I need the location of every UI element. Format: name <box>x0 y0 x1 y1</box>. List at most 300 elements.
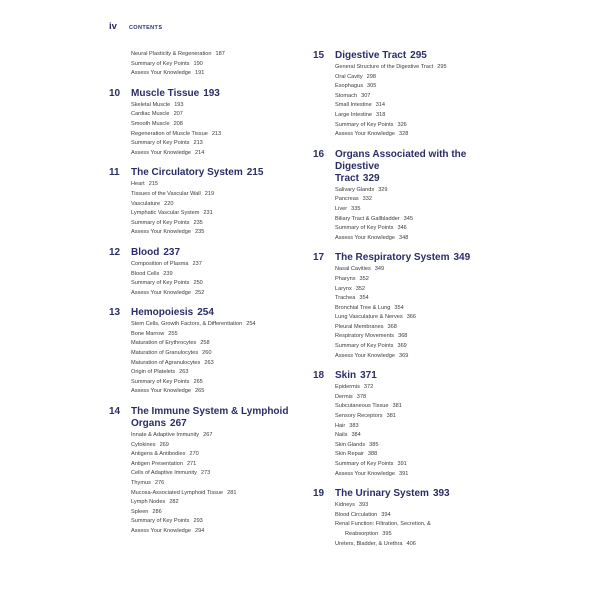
chapter-number: 18 <box>313 370 325 382</box>
toc-entry[interactable] <box>335 265 493 275</box>
toc-entry-title: Assess Your Knowledge <box>131 70 192 77</box>
toc-entry-title: Nasal Cavities <box>335 266 371 273</box>
toc-entry-page: 239 <box>163 270 173 277</box>
toc-entry-page: 368 <box>387 323 397 330</box>
toc-entry-page: 293 <box>193 518 203 525</box>
toc-entry[interactable] <box>131 50 289 60</box>
toc-entry-page: 267 <box>203 432 213 439</box>
toc-entry-title: Lymph Nodes <box>131 499 166 506</box>
toc-entry-page: 193 <box>174 101 184 108</box>
toc-entry-title: Pharynx <box>335 275 356 282</box>
toc-entry-page: 391 <box>397 461 407 467</box>
toc-entry-title: Cells of Adaptive Immunity <box>131 470 197 477</box>
chapter-entries <box>335 186 493 244</box>
toc-entry[interactable] <box>335 294 493 304</box>
chapter-number: 13 <box>109 307 121 319</box>
toc-entry-page: 326 <box>397 121 407 128</box>
chapter-page: 193 <box>203 87 220 99</box>
toc-entry[interactable] <box>335 431 493 441</box>
chapter-title-text: The Respiratory System <box>335 252 450 264</box>
toc-entry[interactable] <box>335 422 493 432</box>
toc-entry-title: Summary of Key Points <box>335 343 394 350</box>
toc-entry-title: Oral Cavity <box>335 73 363 80</box>
chapter-block <box>109 88 289 159</box>
toc-entry[interactable] <box>335 92 493 102</box>
toc-entry-title: Assess Your Knowledge <box>131 289 192 296</box>
toc-entry-page: 231 <box>203 210 213 217</box>
toc-entry[interactable] <box>335 402 493 412</box>
toc-entry-page: 250 <box>193 280 203 287</box>
toc-entry-page: 369 <box>397 343 407 350</box>
toc-entry-title: Smooth Muscle <box>131 120 170 127</box>
chapter-title <box>131 167 263 179</box>
toc-entry-page: 328 <box>399 131 409 138</box>
toc-entry-page: 255 <box>168 330 178 337</box>
chapter-title <box>131 247 180 259</box>
toc-entry-title: Epidermis <box>335 384 360 391</box>
toc-entry-page: 329 <box>378 186 388 193</box>
toc-entry-title: Origin of Platelets <box>131 369 176 376</box>
toc-entry-title: Lymphatic Vascular System <box>131 210 200 217</box>
chapter-block <box>109 247 289 298</box>
chapter-page: 237 <box>163 246 181 258</box>
toc-entry-page: 378 <box>356 393 367 400</box>
toc-entry[interactable] <box>131 139 289 149</box>
toc-entry-title: Assess Your Knowledge <box>335 131 396 138</box>
toc-entry-page: 187 <box>215 51 225 57</box>
toc-entry-page: 393 <box>358 502 369 509</box>
toc-entry[interactable] <box>335 313 493 323</box>
chapter-title-text: Muscle Tissue <box>131 87 200 99</box>
toc-entry-title: Reabsorption <box>345 530 379 537</box>
toc-entry[interactable] <box>335 412 493 422</box>
chapter-title-text: The Circulatory System <box>131 167 243 179</box>
chapter-title-line: Tract <box>335 172 359 184</box>
toc-entry[interactable] <box>131 101 289 111</box>
page-header <box>109 21 162 32</box>
toc-entry[interactable] <box>131 120 289 130</box>
toc-entry-page: 349 <box>374 266 385 273</box>
toc-entry[interactable] <box>131 270 289 280</box>
toc-entry-title: Small Intestine <box>335 102 372 109</box>
toc-entry-title: Maturation of Granulocytes <box>131 350 199 357</box>
toc-entry[interactable] <box>131 527 289 537</box>
toc-entry[interactable] <box>335 82 493 92</box>
toc-entry[interactable] <box>335 460 493 470</box>
toc-entry-title: Pancreas <box>335 196 359 203</box>
toc-entry-title: Assess Your Knowledge <box>131 527 192 534</box>
toc-entry-page: 269 <box>159 441 169 448</box>
toc-entry[interactable] <box>131 330 289 340</box>
toc-entry-page: 281 <box>227 489 237 496</box>
toc-entry-title: Skin Glands <box>335 441 366 448</box>
chapter-title <box>335 50 427 62</box>
chapter-title-line: The Immune System & Lymphoid <box>131 406 289 418</box>
chapter-number: 17 <box>313 252 325 264</box>
toc-entry[interactable] <box>131 180 289 190</box>
toc-entry-page: 354 <box>359 295 369 302</box>
toc-entry-title: Summary of Key Points <box>131 219 190 226</box>
toc-entry-title: Subcutaneous Tissue <box>335 403 389 410</box>
toc-entry-title: Maturation of Agranulocytes <box>131 359 201 366</box>
toc-right-column <box>313 50 493 558</box>
toc-entry-page: 260 <box>202 350 212 357</box>
chapter-block <box>109 406 289 537</box>
toc-entry-title: Summary of Key Points <box>335 461 394 467</box>
chapter-page: 254 <box>197 307 214 319</box>
chapter-block <box>109 307 289 397</box>
toc-entry-title: Summary of Key Points <box>131 60 190 67</box>
chapter-entries <box>335 63 493 140</box>
chapter-heading[interactable] <box>109 88 289 100</box>
toc-entry-title: Assess Your Knowledge <box>335 234 396 241</box>
toc-entry-page: 214 <box>195 149 205 156</box>
toc-entry-title: Liver <box>335 205 348 212</box>
chapter-title <box>131 88 220 100</box>
toc-entry-page: 388 <box>367 451 378 458</box>
toc-entry-title: Nails <box>335 432 348 439</box>
toc-entry-page: 348 <box>399 234 409 241</box>
chapter-block <box>313 252 493 361</box>
toc-entry[interactable] <box>335 186 493 196</box>
toc-entry[interactable] <box>131 498 289 508</box>
chapter-title <box>335 149 493 185</box>
chapter-title-text: Skin <box>335 370 357 382</box>
chapter-title <box>131 406 288 430</box>
toc-entry[interactable] <box>131 289 289 299</box>
toc-entry[interactable] <box>131 450 289 460</box>
chapter-entries <box>335 265 493 361</box>
toc-entry[interactable] <box>131 359 289 369</box>
chapter-heading[interactable] <box>313 370 493 382</box>
toc-entry-title: Esophagus <box>335 83 363 90</box>
toc-entry[interactable] <box>335 63 493 73</box>
chapter-heading[interactable] <box>109 406 289 430</box>
toc-entry-page: 213 <box>193 140 203 147</box>
toc-entry-page: 381 <box>392 403 402 410</box>
chapter-number: 11 <box>109 167 120 179</box>
toc-entry[interactable] <box>335 383 493 393</box>
toc-entry-page: 384 <box>351 432 361 439</box>
toc-entry-title: Cytokines <box>131 441 156 448</box>
toc-entry-page: 385 <box>369 441 379 448</box>
toc-entry[interactable] <box>131 489 289 499</box>
toc-entry-title: Ureters, Bladder, & Urethra <box>335 540 403 547</box>
toc-entry-title: Heart <box>131 181 145 188</box>
toc-entry[interactable] <box>335 205 493 215</box>
toc-entry[interactable] <box>335 215 493 225</box>
toc-entry[interactable] <box>131 339 289 349</box>
toc-entry-title: Mucosa-Associated Lymphoid Tissue <box>131 489 224 496</box>
chapter-heading[interactable] <box>313 50 493 62</box>
toc-entry-title: Summary of Key Points <box>335 121 394 128</box>
toc-entry[interactable] <box>131 517 289 527</box>
chapter-entries <box>131 101 289 159</box>
toc-entry-page: 191 <box>195 70 205 77</box>
toc-entry-page: 276 <box>154 480 165 486</box>
toc-entry-page: 314 <box>375 102 386 109</box>
toc-entry-page: 263 <box>204 359 214 366</box>
toc-entry[interactable] <box>335 540 493 550</box>
toc-entry-page: 395 <box>382 530 392 537</box>
toc-entry[interactable] <box>335 275 493 285</box>
chapter-title-text: Blood <box>131 246 160 258</box>
chapter-block <box>313 50 493 140</box>
toc-left-column <box>109 50 289 546</box>
toc-entry[interactable] <box>131 431 289 441</box>
chapter-number: 15 <box>313 50 325 61</box>
toc-entry-page: 270 <box>189 451 199 458</box>
toc-entry[interactable] <box>335 323 493 333</box>
toc-entry-page: 213 <box>211 130 222 137</box>
toc-entry-title: Blood Cells <box>131 270 160 277</box>
toc-entry-title: Summary of Key Points <box>131 378 190 385</box>
toc-entry-page: 271 <box>186 460 197 467</box>
toc-entry-title: Antigen Presentation <box>131 460 183 467</box>
toc-entry[interactable] <box>131 130 289 140</box>
toc-entry-page: 190 <box>193 60 203 67</box>
toc-entry-page: 273 <box>200 470 211 477</box>
chapter-title <box>335 370 377 382</box>
chapter-title-text: Digestive Tract <box>335 50 407 61</box>
toc-entry[interactable] <box>131 200 289 210</box>
chapter-page: 393 <box>432 488 450 500</box>
toc-entry[interactable] <box>131 441 289 451</box>
chapter-block <box>313 370 493 479</box>
toc-entry-page: 235 <box>193 219 203 226</box>
chapter-number: 12 <box>109 246 121 258</box>
toc-entry-page: 366 <box>406 314 417 321</box>
toc-entry[interactable] <box>335 111 493 121</box>
chapter-entries <box>131 431 289 537</box>
toc-entry-title: Neural Plasticity & Regeneration <box>131 51 212 57</box>
chapter-entries <box>131 260 289 298</box>
toc-entry-title: Tissues of the Vascular Wall <box>131 190 201 197</box>
toc-entry-page: 354 <box>394 304 404 311</box>
toc-entry-page: 207 <box>173 111 183 118</box>
toc-entry-page: 394 <box>381 511 391 518</box>
toc-entry[interactable] <box>335 304 493 314</box>
toc-entry[interactable] <box>335 501 493 511</box>
toc-entry[interactable] <box>335 195 493 205</box>
chapter-heading[interactable] <box>109 167 289 179</box>
toc-entry-title: Summary of Key Points <box>335 225 394 232</box>
toc-entry[interactable] <box>131 460 289 470</box>
toc-entry-title: Composition of Plasma <box>131 260 189 267</box>
toc-entry-page: 335 <box>351 205 361 212</box>
toc-entry[interactable] <box>335 342 493 352</box>
page-number: iv <box>109 21 117 32</box>
toc-entry-title: Assess Your Knowledge <box>131 229 192 236</box>
toc-entry-page: 237 <box>192 260 202 267</box>
chapter-title-line: Organs <box>131 418 167 430</box>
toc-entry-title: Skin Repair <box>335 451 364 458</box>
toc-entry-page: 298 <box>366 73 377 80</box>
toc-entry-title: Summary of Key Points <box>131 518 190 525</box>
toc-entry-page: 368 <box>398 333 408 340</box>
toc-entry-title: Bronchial Tree & Lung <box>335 304 391 311</box>
toc-entry-title: Biliary Tract & Gallbladder <box>335 215 400 222</box>
chapter-block <box>313 488 493 549</box>
chapter-entries <box>131 320 289 397</box>
chapter-heading[interactable] <box>313 252 493 264</box>
toc-entry[interactable] <box>131 60 289 70</box>
toc-entry[interactable] <box>131 479 289 489</box>
toc-entry-title: Assess Your Knowledge <box>335 470 396 477</box>
toc-entry[interactable] <box>131 349 289 359</box>
chapter-entries <box>335 383 493 479</box>
toc-entry-title: Respiratory Movements <box>335 333 395 340</box>
toc-entry-title: Renal Function: Filtration, Secretion, & <box>335 521 431 528</box>
toc-entry-title: Spleen <box>131 508 149 515</box>
toc-entry[interactable] <box>131 149 289 159</box>
toc-entry-title: Maturation of Erythrocytes <box>131 340 197 347</box>
toc-entry-title: Cardiac Muscle <box>131 111 170 118</box>
toc-entry-title: Salivary Glands <box>335 186 375 193</box>
toc-entry-title: Hair <box>335 422 346 429</box>
chapter-block <box>109 167 289 238</box>
toc-entry-page: 318 <box>376 111 386 118</box>
chapter-page: 349 <box>453 252 471 264</box>
toc-entry[interactable] <box>131 209 289 219</box>
chapter-number: 19 <box>313 488 325 500</box>
toc-entry-title: General Structure of the Digestive Tract <box>335 64 434 70</box>
toc-entry-page: 383 <box>349 422 359 429</box>
chapter-heading[interactable] <box>313 149 493 185</box>
toc-entry[interactable] <box>131 260 289 270</box>
toc-entry-page: 215 <box>148 181 159 188</box>
toc-entry-title: Large Intestine <box>335 111 373 118</box>
toc-entry[interactable] <box>335 393 493 403</box>
chapter-page: 267 <box>170 418 187 430</box>
toc-entry-page: 219 <box>204 190 215 197</box>
toc-entry[interactable] <box>335 101 493 111</box>
chapter-number: 10 <box>109 87 121 99</box>
toc-entry[interactable] <box>335 511 493 521</box>
toc-entry[interactable] <box>335 285 493 295</box>
chapter-title <box>335 488 450 500</box>
toc-entry-title: Thymus <box>131 480 151 486</box>
toc-entry[interactable] <box>335 224 493 234</box>
chapter-title <box>131 307 214 319</box>
toc-entry-title: Summary of Key Points <box>131 140 190 147</box>
running-head: CONTENTS <box>128 25 163 31</box>
toc-entry-title: Assess Your Knowledge <box>131 388 192 395</box>
toc-entry-title: Assess Your Knowledge <box>131 149 192 156</box>
right-chapters <box>313 50 493 549</box>
left-chapters <box>109 88 289 537</box>
toc-entry-title: Skeletal Muscle <box>131 101 171 108</box>
toc-entry[interactable] <box>131 190 289 200</box>
toc-entry[interactable] <box>131 378 289 388</box>
toc-entry[interactable] <box>335 441 493 451</box>
toc-entry-title: Lung Vasculature & Nerves <box>335 314 403 321</box>
toc-entry-page: 391 <box>399 470 409 477</box>
toc-entry-title: Bone Marrow <box>131 330 165 337</box>
chapter-heading[interactable] <box>313 488 493 500</box>
toc-entry[interactable] <box>335 332 493 342</box>
chapter-number: 14 <box>109 406 121 418</box>
toc-entry-title: Regeneration of Muscle Tissue <box>131 130 208 137</box>
toc-entry-page: 406 <box>406 540 416 547</box>
toc-entry-page: 294 <box>195 527 205 534</box>
chapter-block <box>313 149 493 244</box>
toc-entry-title: Trachea <box>335 295 356 302</box>
toc-entry-page: 372 <box>363 384 374 391</box>
toc-entry[interactable] <box>131 387 289 397</box>
toc-entry-title: Sensory Receptors <box>335 413 383 420</box>
toc-entry[interactable] <box>131 228 289 238</box>
toc-entry[interactable] <box>131 279 289 289</box>
toc-entry-page: 352 <box>355 285 366 292</box>
chapter-page: 371 <box>360 370 377 382</box>
toc-entry-page: 332 <box>362 196 372 203</box>
toc-entry-title: Larynx <box>335 285 352 292</box>
chapter-title-line: Organs Associated with the Digestive <box>335 148 467 172</box>
toc-entry-page: 252 <box>195 289 205 296</box>
toc-entry-page: 286 <box>152 508 162 515</box>
continued-entries <box>131 50 289 79</box>
toc-entry[interactable] <box>335 450 493 460</box>
toc-entry-title: Vasculature <box>131 200 161 207</box>
chapter-page: 295 <box>410 50 427 61</box>
toc-entry[interactable] <box>335 520 493 530</box>
toc-entry-page: 369 <box>399 352 409 359</box>
toc-entry-page: 235 <box>195 229 205 236</box>
chapter-title <box>335 252 470 264</box>
toc-entry[interactable] <box>131 219 289 229</box>
toc-entry-title: Innate & Adaptive Immunity <box>131 432 200 439</box>
chapter-page: 329 <box>362 172 380 184</box>
toc-entry-title: Kidneys <box>335 502 355 509</box>
toc-entry-page: 263 <box>179 369 189 376</box>
toc-entry-page: 208 <box>173 120 183 127</box>
toc-entry[interactable] <box>131 320 289 330</box>
toc-entry[interactable] <box>335 530 493 540</box>
toc-entry-page: 265 <box>195 388 205 395</box>
toc-entry[interactable] <box>335 121 493 131</box>
toc-entry-page: 295 <box>437 64 447 70</box>
chapter-heading[interactable] <box>109 307 289 319</box>
toc-entry[interactable] <box>335 352 493 362</box>
chapter-entries <box>131 180 289 238</box>
toc-entry[interactable] <box>131 110 289 120</box>
chapter-heading[interactable] <box>109 247 289 259</box>
toc-entry[interactable] <box>335 73 493 83</box>
toc-entry[interactable] <box>131 508 289 518</box>
toc-entry-page: 282 <box>169 499 179 506</box>
toc-entry-title: Summary of Key Points <box>131 280 190 287</box>
toc-entry-title: Stomach <box>335 92 358 99</box>
chapter-page: 215 <box>246 167 264 179</box>
toc-entry-page: 265 <box>193 378 203 385</box>
toc-entry-page: 258 <box>200 340 210 347</box>
toc-entry-page: 345 <box>403 215 414 222</box>
toc-entry-page: 220 <box>164 200 174 207</box>
toc-entry-title: Stem Cells, Growth Factors, & Differentiation <box>131 321 243 328</box>
toc-entry-title: Pleural Membranes <box>335 323 384 330</box>
toc-entry[interactable] <box>131 69 289 79</box>
chapter-title-text: Hemopoiesis <box>131 307 194 319</box>
toc-entry[interactable] <box>131 469 289 479</box>
toc-entry[interactable] <box>335 234 493 244</box>
toc-entry[interactable] <box>335 470 493 480</box>
toc-entry[interactable] <box>131 368 289 378</box>
toc-entry[interactable] <box>335 130 493 140</box>
toc-entry-title: Antigens & Antibodies <box>131 451 186 458</box>
toc-entry-page: 307 <box>361 92 371 99</box>
toc-entry-title: Assess Your Knowledge <box>335 352 396 359</box>
